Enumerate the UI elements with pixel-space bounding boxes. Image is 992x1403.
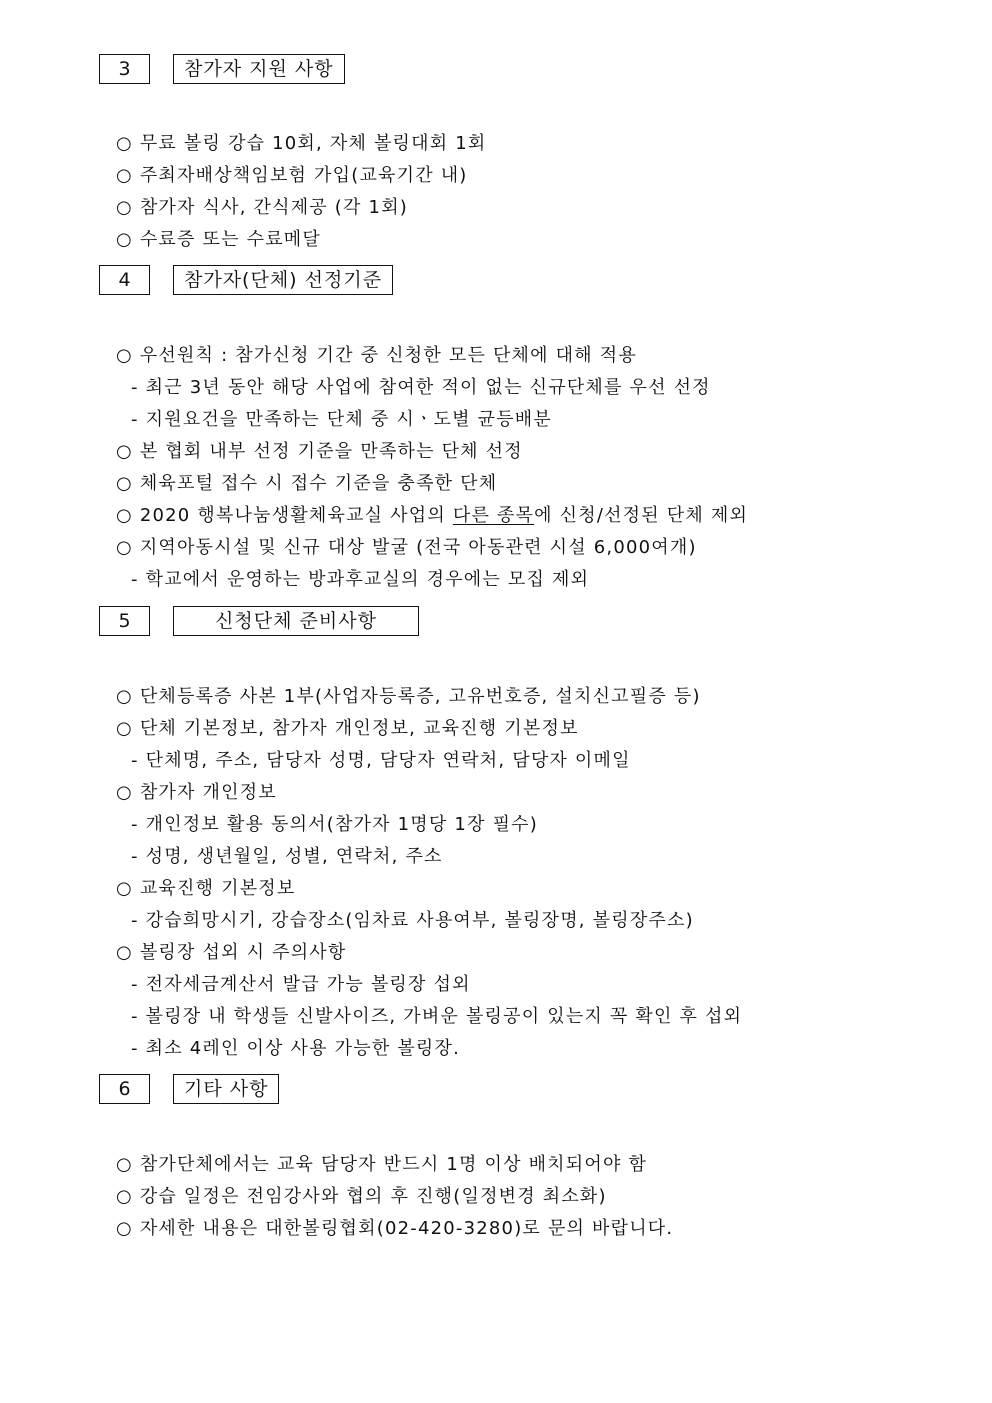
list-item: ○ 주최자배상책임보험 가입(교육기간 내) xyxy=(116,165,468,186)
list-subitem: - 개인정보 활용 동의서(참가자 1명당 1장 필수) xyxy=(131,814,538,835)
list-item-text: 에 신청/선정된 단체 제외 xyxy=(534,505,749,526)
section-6 xyxy=(0,1074,992,1239)
list-item xyxy=(116,504,748,528)
list-item: ○ 단체 기본정보, 참가자 개인정보, 교육진행 기본정보 xyxy=(116,718,579,739)
list-subitem: - 지원요건을 만족하는 단체 중 시ㆍ도별 균등배분 xyxy=(131,409,552,430)
list-subitem: - 성명, 생년월일, 성별, 연락처, 주소 xyxy=(131,846,443,867)
list-subitem: - 전자세금계산서 발급 가능 볼링장 섭외 xyxy=(131,974,471,995)
section-header xyxy=(0,1074,992,1108)
list-item: ○ 우선원칙 : 참가신청 기간 중 신청한 모든 단체에 대해 적용 xyxy=(116,345,637,366)
section-4 xyxy=(0,265,992,590)
list-subitem: - 단체명, 주소, 담당자 성명, 담당자 연락처, 담당자 이메일 xyxy=(131,750,631,771)
list-subitem: - 학교에서 운영하는 방과후교실의 경우에는 모집 제외 xyxy=(131,569,590,590)
list-item: ○ 볼링장 섭외 시 주의사항 xyxy=(116,942,347,963)
section-title: 참가자 지원 사항 xyxy=(173,54,345,84)
section-number: 4 xyxy=(99,265,150,295)
section-title: 신청단체 준비사항 xyxy=(173,606,419,636)
list-item: ○ 참가자 식사, 간식제공 (각 1회) xyxy=(116,197,408,218)
section-3 xyxy=(0,54,992,250)
list-subitem: - 최소 4레인 이상 사용 가능한 볼링장. xyxy=(131,1038,461,1059)
list-item: ○ 본 협회 내부 선정 기준을 만족하는 단체 선정 xyxy=(116,441,523,462)
section-header xyxy=(0,606,992,640)
underlined-text: 다른 종목 xyxy=(452,505,535,526)
section-title: 참가자(단체) 선정기준 xyxy=(173,265,393,295)
section-title: 기타 사항 xyxy=(173,1074,279,1104)
list-item: ○ 무료 볼링 강습 10회, 자체 볼링대회 1회 xyxy=(116,133,487,154)
list-item: ○ 교육진행 기본정보 xyxy=(116,878,296,899)
section-number: 3 xyxy=(99,54,150,84)
list-item: ○ 수료증 또는 수료메달 xyxy=(116,229,321,250)
section-header xyxy=(0,54,992,88)
list-subitem: - 최근 3년 동안 해당 사업에 참여한 적이 없는 신규단체를 우선 선정 xyxy=(131,377,711,398)
list-item: ○ 단체등록증 사본 1부(사업자등록증, 고유번호증, 설치신고필증 등) xyxy=(116,686,701,707)
list-item: ○ 참가단체에서는 교육 담당자 반드시 1명 이상 배치되어야 함 xyxy=(116,1154,648,1175)
list-subitem: - 강습희망시기, 강습장소(임차료 사용여부, 볼링장명, 볼링장주소) xyxy=(131,910,694,931)
section-header xyxy=(0,265,992,299)
list-item: ○ 체육포털 접수 시 접수 기준을 충족한 단체 xyxy=(116,473,498,494)
list-item-text: ○ 2020 행복나눔생활체육교실 사업의 xyxy=(116,505,453,526)
list-item: ○ 참가자 개인정보 xyxy=(116,782,277,803)
section-5 xyxy=(0,606,992,1059)
list-subitem: - 볼링장 내 학생들 신발사이즈, 가벼운 볼링공이 있는지 꼭 확인 후 섭외 xyxy=(131,1006,743,1027)
section-number: 6 xyxy=(99,1074,150,1104)
list-item: ○ 자세한 내용은 대한볼링협회(02-420-3280)로 문의 바랍니다. xyxy=(116,1218,674,1239)
list-item: ○ 강습 일정은 전임강사와 협의 후 진행(일정변경 최소화) xyxy=(116,1186,607,1207)
list-item: ○ 지역아동시설 및 신규 대상 발굴 (전국 아동관련 시설 6,000여개) xyxy=(116,537,697,558)
section-number: 5 xyxy=(99,606,150,636)
